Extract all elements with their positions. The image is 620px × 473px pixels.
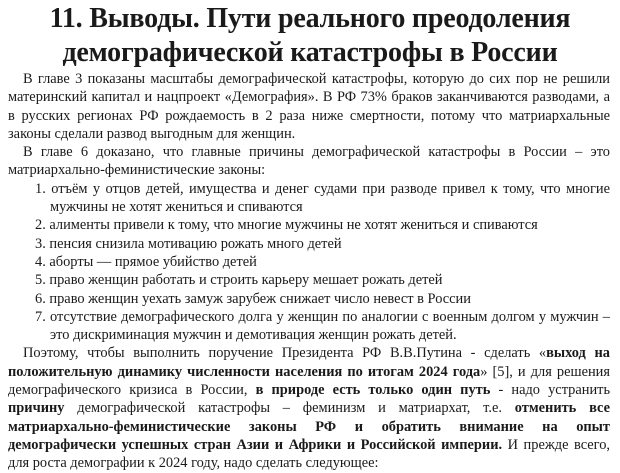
list-text: алименты привели к тому, что многие мужчины не хотят жениться и спиваются [49, 217, 538, 234]
conclusion-text: И прежде всего, для роста демографии к 2024 году, надо сделать следующее: [8, 436, 611, 472]
list-number: 1. [35, 180, 46, 197]
list-text: отъём у отцов детей, имущества и денег судами при разводе привел к тому, что многие мужчины не хотят жениться и спиваются [50, 180, 610, 216]
list-text: право женщин работать и строить карьеру мешает рожать детей [49, 272, 443, 289]
conclusion-bold-goal: выход на положительную динамику численности населения по итогам 2024 года [8, 345, 610, 380]
list-item [22, 271, 610, 289]
list-text: отсутствие демографического долга у женщин по аналогии с военным долгом у мужчин – это дискриминация мужчин и демотивация женщин рожать детей. [50, 308, 610, 344]
paragraph-intro: В главе 3 показаны масштабы демографической катастрофы, которую до сих пор не решили материнский капитал и нацпроект «Демография». В РФ 73% браков заканчиваются разводами, а в русских регионах РФ рождаемость в 2 раза ниже смертности, потому что матриархальные законы сделали развод выгодным для женщин. [8, 71, 610, 142]
list-text: аборты — прямое убийство детей [49, 253, 257, 270]
body-text [0, 70, 620, 473]
conclusion-text: » [5], и для решения демографического кризиса в России, [8, 363, 610, 399]
list-item [22, 216, 610, 234]
list-number: 5. [35, 272, 46, 289]
list-text: право женщин уехать замуж зарубеж снижает число невест в России [49, 290, 471, 307]
page-title: 11. Выводы. Пути реального преодоления демографической катастрофы в России [49, 3, 571, 68]
list-item [22, 290, 610, 308]
list-item [22, 308, 610, 345]
causes-list [8, 180, 610, 345]
list-number: 6. [35, 290, 46, 307]
list-item [22, 180, 610, 217]
list-number: 4. [35, 253, 46, 270]
paragraph-conclusion [8, 344, 610, 472]
list-text: пенсия снизила мотивацию рожать много детей [49, 235, 342, 252]
list-item [22, 253, 610, 271]
list-number: 2. [35, 217, 46, 234]
conclusion-text: демографической катастрофы – феминизм и матриархат, т.е. [64, 400, 515, 417]
conclusion-bold-cause: причину [8, 400, 65, 417]
conclusion-text: - надо устранить [490, 382, 611, 399]
paragraph-causes: В главе 6 доказано, что главные причины демографической катастрофы в России – это матриархально-феминистические законы: [8, 144, 610, 179]
list-number: 7. [35, 308, 46, 325]
list-number: 3. [35, 235, 46, 252]
conclusion-text: Поэтому, чтобы выполнить поручение Президента РФ В.В.Путина - сделать « [23, 345, 547, 362]
conclusion-bold-path: в природе есть только один путь [255, 382, 491, 399]
conclusion-bold-action: отменить все матриархально-феминистические законы РФ и обратить внимание на опыт демографически успешных стран Азии и Африки и Российской империи. [8, 400, 610, 453]
list-item [22, 235, 610, 253]
